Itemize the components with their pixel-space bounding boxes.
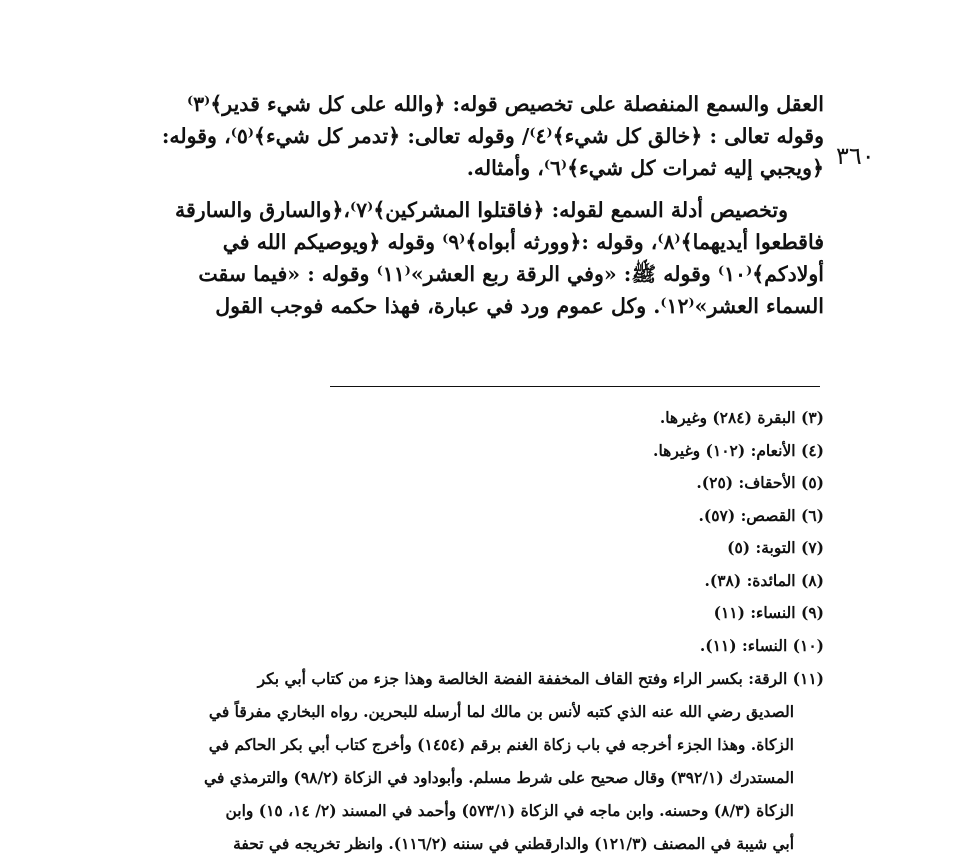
footnotes (100, 402, 824, 860)
footnote-line: المستدرك (٣٩٢/١) وقال صحيح على شرط مسلم. وأبوداود في الزكاة (٩٨/٢) والترمذي في (204, 768, 794, 787)
footnote: (٦) القصص: (٥٧). (698, 505, 824, 525)
main-text (100, 88, 824, 322)
main-text-line: فاقطعوا أيديهما﴾⁽٨⁾، وقوله :﴿وورثه أبواه﴾⁽٩⁾ وقوله ﴿ويوصيكم الله في (222, 230, 824, 254)
main-text-line: السماء العشر»⁽١٢⁾. وكل عموم ورد في عبارة، فهذا حكمه فوجب القول (215, 294, 824, 318)
footnote: (٤) الأنعام: (١٠٢) وغيرها. (653, 440, 824, 460)
footnote-line: الزكاة. وهذا الجزء أخرجه في باب زكاة الغنم برقم (١٤٥٤) وأخرج كتاب أبي بكر الحاكم في (208, 735, 794, 754)
footnote-11 (100, 662, 824, 860)
main-text-line: وتخصيص أدلة السمع لقوله: ﴿فاقتلوا المشركين﴾⁽٧⁾،﴿والسارق والسارقة (175, 198, 788, 222)
footnote: (٩) النساء: (١١) (713, 603, 824, 622)
footnote-line: (١١) الرقة: بكسر الراء وفتح القاف المخففة الفضة الخالصة وهذا جزء من كتاب أبي بكر (257, 669, 824, 688)
footnote: (٨) المائدة: (٣٨). (704, 570, 824, 590)
main-text-line: العقل والسمع المنفصلة على تخصيص قوله: ﴿والله على كل شيء قدير﴾⁽٣⁾ (187, 92, 824, 116)
main-text-line: أولادكم﴾⁽١٠⁾ وقوله ﷺ: «وفي الرقة ربع العشر»⁽١١⁾ وقوله : «فيما سقت (198, 262, 824, 286)
footnote-divider (330, 386, 820, 387)
main-text-line: ﴿ويجبي إليه ثمرات كل شيء﴾⁽٦⁾، وأمثاله. (466, 156, 824, 180)
footnote-line: الصديق رضي الله عنه الذي كتبه لأنس بن مالك لما أرسله للبحرين. رواه البخاري مفرقاً في (208, 702, 794, 721)
footnote: (٣) البقرة (٢٨٤) وغيرها. (659, 408, 824, 427)
footnote-line: الزكاة (٨/٣) وحسنه. وابن ماجه في الزكاة (٥٧٣/١) وأحمد في المسند (٢/ ١٤، ١٥) وابن (225, 801, 794, 820)
main-text-line: وقوله تعالى : ﴿خالق كل شيء﴾⁽٤⁾/ وقوله تعالى: ﴿تدمر كل شيء﴾⁽٥⁾، وقوله: (161, 124, 824, 148)
footnote-line: أبي شيبة في المصنف (١٢١/٣) والدارقطني في سننه (١١٦/٢). وانظر تخريجه في تحفة (233, 834, 794, 853)
footnote: (١٠) النساء: (١١). (699, 635, 824, 655)
footnote: (٧) التوبة: (٥) (727, 538, 824, 557)
page-number: ٣٦٠ (836, 142, 875, 170)
footnote: (٥) الأحقاف: (٢٥). (696, 473, 824, 492)
